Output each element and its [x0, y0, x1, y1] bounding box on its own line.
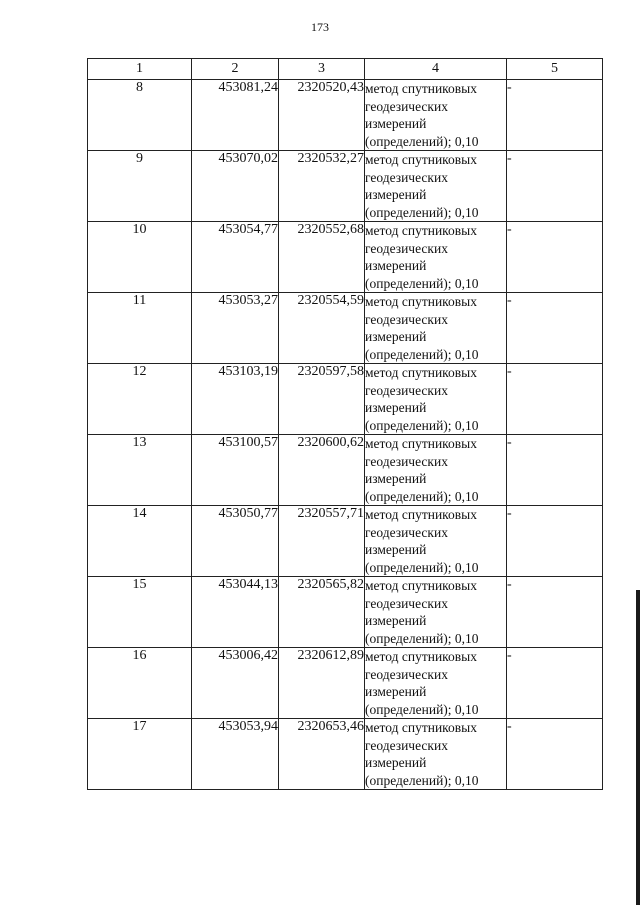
coordinate-y: 2320557,71 — [279, 506, 365, 577]
header-col-4: 4 — [365, 59, 507, 80]
method-accuracy: метод спутниковых геодезических измерений (определений); 0,10 — [365, 222, 507, 293]
note: - — [507, 151, 603, 222]
coordinate-x: 453054,77 — [192, 222, 279, 293]
note: - — [507, 506, 603, 577]
coordinate-y: 2320532,27 — [279, 151, 365, 222]
table-row — [88, 151, 603, 222]
table-body — [88, 80, 603, 790]
method-accuracy: метод спутниковых геодезических измерений (определений); 0,10 — [365, 577, 507, 648]
header-col-3: 3 — [279, 59, 365, 80]
coordinate-x: 453081,24 — [192, 80, 279, 151]
point-number: 11 — [88, 293, 192, 364]
method-accuracy: метод спутниковых геодезических измерений (определений); 0,10 — [365, 80, 507, 151]
page-number: 173 — [311, 20, 329, 34]
header-col-5: 5 — [507, 59, 603, 80]
coordinate-x: 453050,77 — [192, 506, 279, 577]
coordinate-x: 453044,13 — [192, 577, 279, 648]
method-accuracy: метод спутниковых геодезических измерений (определений); 0,10 — [365, 435, 507, 506]
table-header — [88, 59, 603, 80]
table-row — [88, 364, 603, 435]
coordinate-x: 453053,27 — [192, 293, 279, 364]
coordinate-y: 2320653,46 — [279, 719, 365, 790]
point-number: 12 — [88, 364, 192, 435]
table-row — [88, 222, 603, 293]
point-number: 9 — [88, 151, 192, 222]
header-col-2: 2 — [192, 59, 279, 80]
table-row — [88, 719, 603, 790]
point-number: 17 — [88, 719, 192, 790]
coordinate-x: 453006,42 — [192, 648, 279, 719]
note: - — [507, 364, 603, 435]
point-number: 14 — [88, 506, 192, 577]
point-number: 8 — [88, 80, 192, 151]
table-row — [88, 435, 603, 506]
table-row — [88, 506, 603, 577]
coordinate-y: 2320552,68 — [279, 222, 365, 293]
method-accuracy: метод спутниковых геодезических измерений (определений); 0,10 — [365, 151, 507, 222]
note: - — [507, 719, 603, 790]
point-number: 15 — [88, 577, 192, 648]
coordinate-y: 2320554,59 — [279, 293, 365, 364]
header-row — [88, 59, 603, 80]
coordinates-table — [87, 58, 603, 790]
coordinate-y: 2320597,58 — [279, 364, 365, 435]
method-accuracy: метод спутниковых геодезических измерений (определений); 0,10 — [365, 293, 507, 364]
scan-edge-shadow — [636, 590, 640, 905]
note: - — [507, 80, 603, 151]
header-col-1: 1 — [88, 59, 192, 80]
coordinate-y: 2320600,62 — [279, 435, 365, 506]
method-accuracy: метод спутниковых геодезических измерений (определений); 0,10 — [365, 364, 507, 435]
note: - — [507, 222, 603, 293]
method-accuracy: метод спутниковых геодезических измерений (определений); 0,10 — [365, 506, 507, 577]
coordinate-x: 453103,19 — [192, 364, 279, 435]
note: - — [507, 577, 603, 648]
point-number: 10 — [88, 222, 192, 293]
point-number: 13 — [88, 435, 192, 506]
coordinate-y: 2320612,89 — [279, 648, 365, 719]
note: - — [507, 293, 603, 364]
coordinate-x: 453053,94 — [192, 719, 279, 790]
coordinate-x: 453070,02 — [192, 151, 279, 222]
point-number: 16 — [88, 648, 192, 719]
method-accuracy: метод спутниковых геодезических измерений (определений); 0,10 — [365, 648, 507, 719]
table-row — [88, 577, 603, 648]
table-row — [88, 648, 603, 719]
method-accuracy: метод спутниковых геодезических измерений (определений); 0,10 — [365, 719, 507, 790]
coordinate-y: 2320565,82 — [279, 577, 365, 648]
coordinate-y: 2320520,43 — [279, 80, 365, 151]
table-row — [88, 293, 603, 364]
coordinate-x: 453100,57 — [192, 435, 279, 506]
note: - — [507, 648, 603, 719]
table-row — [88, 80, 603, 151]
note: - — [507, 435, 603, 506]
